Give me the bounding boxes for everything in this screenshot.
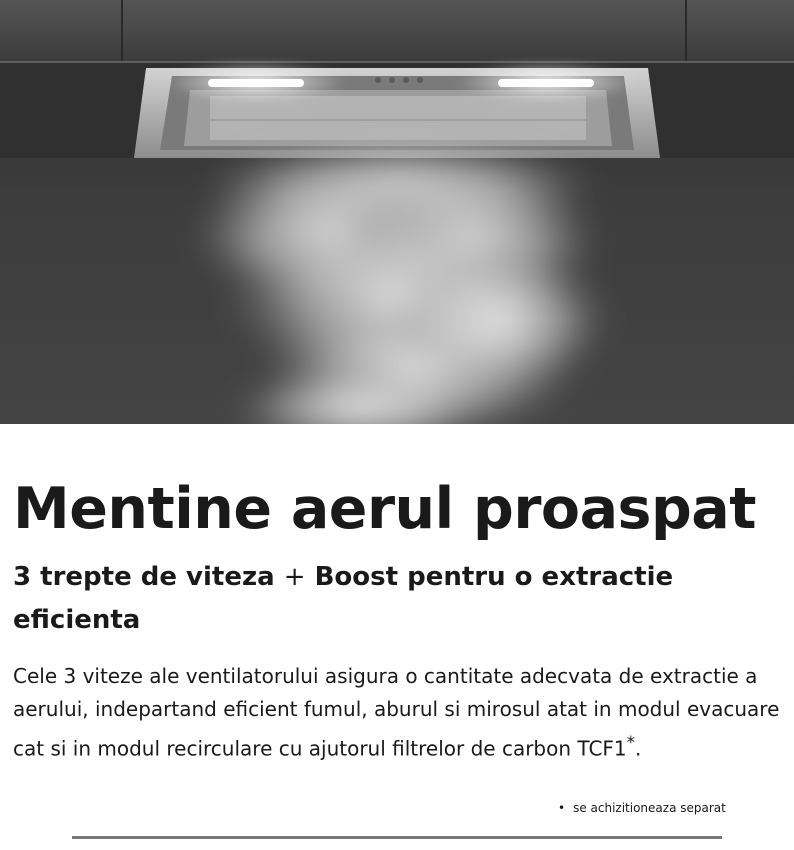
divider	[72, 836, 722, 839]
footnote-text: se achizitioneaza separat	[573, 801, 726, 815]
body-text	[13, 660, 783, 766]
body-end: .	[634, 736, 642, 761]
footnote-bullet: •	[558, 801, 566, 815]
subheadline	[13, 556, 733, 642]
body-main: Cele 3 viteze ale ventilatorului asigura o cantitate adecvata de extractie a aerului, indepartand eficient fumul, aburul si mirosul atat in modul evacuare cat si in modul recirculare cu ajutorul filtrelor de carbon TCF1	[13, 664, 780, 761]
footnote-marker: *	[626, 733, 635, 752]
headline: Mentine aerul proaspat	[13, 476, 756, 542]
subheadline-speeds: 3 trepte de viteza	[13, 562, 275, 592]
hero-image	[0, 0, 794, 424]
footnote	[558, 800, 726, 816]
subheadline-plus: +	[283, 562, 306, 592]
subheadline-boost: Boost pentru o extractie eficienta	[13, 562, 674, 635]
